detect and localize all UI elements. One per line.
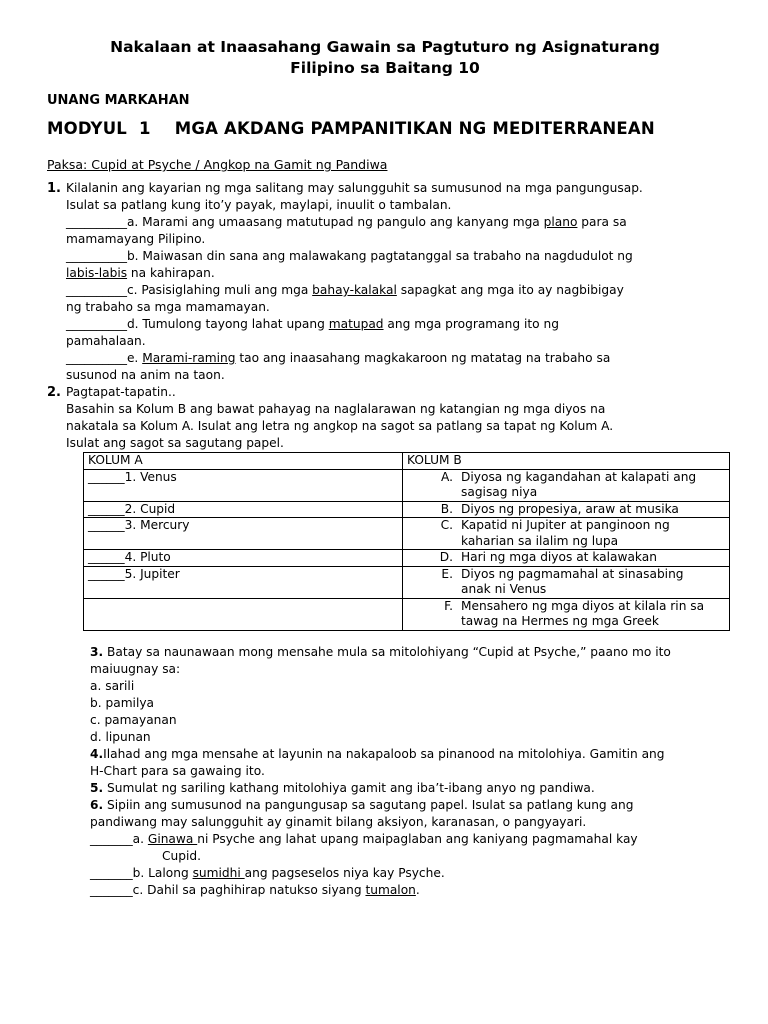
col-a-header: KOLUM A — [84, 453, 403, 470]
q6-item-a: _______a. Ginawa ni Psyche ang lahat upang maipaglaban ang kaniyang pagmamahal kay — [90, 832, 638, 846]
module-title: MGA AKDANG PAMPANITIKAN NG MEDITERRANEAN — [174, 119, 655, 138]
q2-instruction-2: nakatala sa Kolum A. Isulat ang letra ng angkop na sagot sa patlang sa tapat ng Kolum A. — [66, 419, 614, 433]
table-row — [84, 598, 730, 630]
table-row — [84, 501, 730, 518]
table-header-row — [84, 453, 730, 470]
table-row — [84, 469, 730, 501]
quarter-heading: UNANG MARKAHAN — [47, 93, 190, 108]
q2-instruction-3: Isulat ang sagot sa sagutang papel. — [66, 436, 284, 450]
q1-instruction-1: Kilalanin ang kayarian ng mga salitang may salungguhit sa sumusunod na mga pangungusap. — [66, 181, 643, 195]
col-a-cell: ______4. Pluto — [84, 550, 403, 567]
col-a-cell — [84, 598, 403, 630]
col-a-cell: ______1. Venus — [84, 469, 403, 501]
table-row — [84, 550, 730, 567]
table-row — [84, 566, 730, 598]
q1-instruction-2: Isulat sa patlang kung ito’y payak, maylapi, inuulit o tambalan. — [66, 198, 452, 212]
module-heading — [47, 120, 655, 137]
col-b-cell: A. Diyosa ng kagandahan at kalapati ang sagisag niya — [403, 469, 730, 501]
q1-item-b-cont: labis-labis na kahirapan. — [66, 266, 215, 280]
q1-item-a-cont: mamamayang Pilipino. — [66, 232, 206, 246]
col-a-cell: ______3. Mercury — [84, 518, 403, 550]
col-b-cell: B. Diyos ng propesiya, araw at musika — [403, 501, 730, 518]
questions-3-to-6 — [90, 644, 730, 899]
q1-item-e-cont: susunod na anim na taon. — [66, 368, 225, 382]
q3-option-b: b. pamilya — [90, 696, 155, 710]
col-a-cell: ______5. Jupiter — [84, 566, 403, 598]
col-b-cell: F. Mensahero ng mga diyos at kilala rin sa tawag na Hermes ng mga Greek — [403, 598, 730, 630]
module-label: MODYUL — [47, 119, 128, 138]
table-row — [84, 518, 730, 550]
col-b-cell: E. Diyos ng pagmamahal at sinasabing anak ni Venus — [403, 566, 730, 598]
q2-instruction-1: Basahin sa Kolum B ang bawat pahayag na naglalarawan ng katangian ng mga diyos na — [66, 402, 606, 416]
q1-item-c: __________c. Pasisiglahing muli ang mga bahay-kalakal sapagkat ang mga ito ay nagbibigay — [66, 283, 624, 297]
q6-line-2: pandiwang may salungguhit ay ginamit bilang aksiyon, karanasan, o pangyayari. — [90, 815, 587, 829]
module-number: 1 — [139, 119, 151, 138]
q6-item-b: _______b. Lalong sumidhi ang pagseselos niya kay Psyche. — [90, 866, 445, 880]
question-2-number: 2. — [47, 385, 61, 400]
q3-option-d: d. lipunan — [90, 730, 151, 744]
title-line-1: Nakalaan at Inaasahang Gawain sa Pagtuturo ng Asignaturang — [110, 38, 660, 56]
q4-line-2: H-Chart para sa gawaing ito. — [90, 764, 265, 778]
document-title — [40, 37, 730, 79]
q1-item-d: __________d. Tumulong tayong lahat upang matupad ang mga programang ito ng — [66, 317, 559, 331]
col-b-cell: D. Hari ng mga diyos at kalawakan — [403, 550, 730, 567]
matching-table — [83, 452, 730, 631]
q1-item-e: __________e. Marami-raming tao ang inaasahang magkakaroon ng matatag na trabaho sa — [66, 351, 611, 365]
q3-line-1: 3. Batay sa naunawaan mong mensahe mula sa mitolohiyang “Cupid at Psyche,” paano mo ito — [90, 645, 671, 659]
question-1-number: 1. — [47, 181, 61, 196]
col-a-cell: ______2. Cupid — [84, 501, 403, 518]
q3-option-c: c. pamayanan — [90, 713, 177, 727]
q3-option-a: a. sarili — [90, 679, 135, 693]
q3-line-2: maiuugnay sa: — [90, 662, 181, 676]
col-b-cell: C. Kapatid ni Jupiter at panginoon ng kaharian sa ilalim ng lupa — [403, 518, 730, 550]
q1-item-d-cont: pamahalaan. — [66, 334, 146, 348]
title-line-2: Filipino sa Baitang 10 — [290, 59, 480, 77]
question-2 — [47, 384, 726, 452]
topic-line: Paksa: Cupid at Psyche / Angkop na Gamit ng Pandiwa — [47, 157, 388, 172]
q6-item-c: _______c. Dahil sa paghihirap natukso siyang tumalon. — [90, 883, 420, 897]
question-1 — [47, 180, 726, 384]
q6-line-1: 6. Sipiin ang sumusunod na pangungusap sa sagutang papel. Isulat sa patlang kung ang — [90, 798, 634, 812]
q2-title: Pagtapat-tapatin.. — [66, 385, 176, 399]
q1-item-b: __________b. Maiwasan din sana ang malawakang pagtatanggal sa trabaho na nagdudulot ng — [66, 249, 633, 263]
col-b-header: KOLUM B — [403, 453, 730, 470]
q1-item-a: __________a. Marami ang umaasang matutupad ng pangulo ang kanyang mga plano para sa — [66, 215, 627, 229]
q4-line-1: 4.Ilahad ang mga mensahe at layunin na nakapaloob sa pinanood na mitolohiya. Gamitin ang — [90, 747, 665, 761]
q5-line-1: 5. Sumulat ng sariling kathang mitolohiya gamit ang iba’t-ibang anyo ng pandiwa. — [90, 781, 595, 795]
q1-item-c-cont: ng trabaho sa mga mamamayan. — [66, 300, 270, 314]
q6-item-a-cont: Cupid. — [162, 849, 201, 863]
